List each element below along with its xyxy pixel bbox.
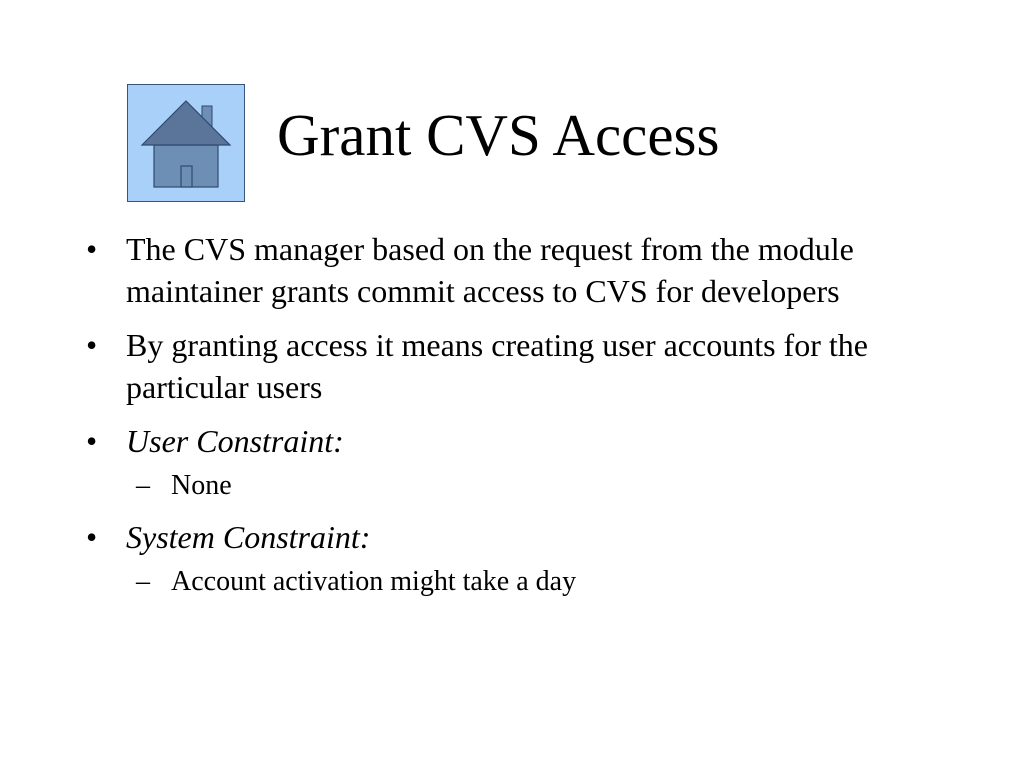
slide-title: Grant CVS Access <box>277 102 720 168</box>
sub-bullet-item <box>84 564 964 600</box>
bullet-text-user-constraint: User Constraint: <box>126 423 344 459</box>
sub-bullet-marker: – <box>136 566 150 597</box>
bullet-text: By granting access it means creating user accounts for the particular users <box>126 327 868 405</box>
sub-bullet-text: None <box>171 470 232 501</box>
sub-bullet-item <box>84 468 964 504</box>
bullet-marker: • <box>86 423 98 459</box>
bullet-item <box>84 420 964 462</box>
bullet-item <box>84 324 964 408</box>
bullet-item <box>84 516 964 558</box>
bullet-marker: • <box>86 327 98 363</box>
bullet-text-system-constraint: System Constraint: <box>126 519 371 555</box>
bullet-marker: • <box>86 519 98 555</box>
home-icon <box>128 85 244 201</box>
bullet-marker: • <box>86 231 98 267</box>
sub-bullet-text: Account activation might take a day <box>171 566 577 597</box>
bullet-list <box>84 228 964 612</box>
home-button[interactable] <box>127 84 245 202</box>
bullet-text: The CVS manager based on the request from the module maintainer grants commit access to CVS for developers <box>126 231 854 309</box>
sub-bullet-marker: – <box>136 470 150 501</box>
bullet-item <box>84 228 964 312</box>
